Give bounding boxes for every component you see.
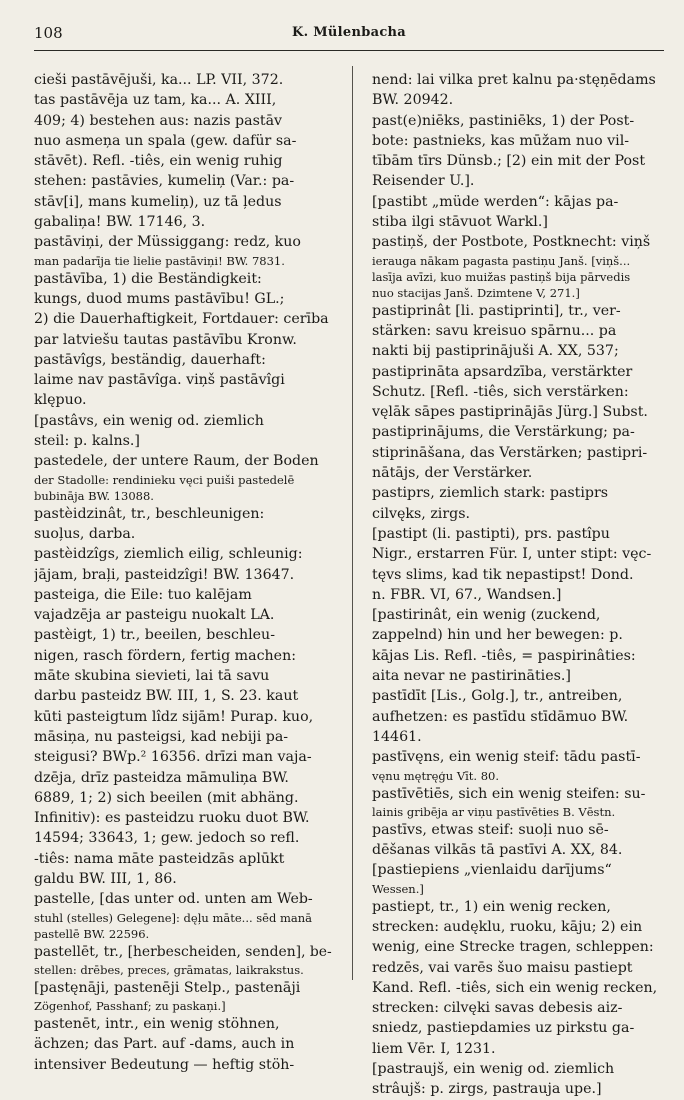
text-line: pastiept, tr., 1) ein wenig recken,	[372, 898, 611, 915]
text-line: tęvs slims, kad tik nepastipst! Dond.	[372, 566, 634, 583]
column-divider	[352, 66, 353, 980]
text-line: bote: pastnieks, kas mūžam nuo vil-	[372, 132, 630, 149]
text-line: nakti bij pastiprinājuši A. XX, 537;	[372, 343, 619, 360]
text-line: pastellēt, tr., [herbescheiden, senden], be-	[34, 943, 332, 960]
text-line: vajadzēja ar pasteigu nuokalt LA.	[34, 607, 275, 624]
text-line: steil: p. kalns.]	[34, 433, 140, 450]
text-line: stiprināšana, das Verstärken; pastipri-	[372, 444, 648, 461]
text-line: n. FBR. VI, 67., Wandsen.]	[372, 586, 562, 603]
text-line: pastenēt, intr., ein wenig stöhnen,	[34, 1016, 280, 1033]
text-line: pastèidzinât, tr., beschleunigen:	[34, 505, 265, 522]
text-line: intensiver Bedeutung — heftig stöh-	[34, 1056, 295, 1073]
text-line: liem Vēr. I, 1231.	[372, 1040, 496, 1057]
text-line: lainis gribēja ar viņu pastīvēties B. Vēstn.	[372, 804, 616, 819]
text-line: wenig, eine Strecke tragen, schleppen:	[372, 939, 654, 956]
text-line: Wessen.]	[372, 881, 424, 896]
text-line: redzēs, vai varēs šuo maisu pastiept	[372, 959, 633, 976]
text-line: past(e)niēks, pastiniēks, 1) der Post-	[372, 112, 635, 129]
text-line: ierauga nākam pagasta pastiņu Janš. [viņš...	[372, 253, 631, 268]
left-column	[34, 70, 332, 1075]
text-line: pastelle, [das unter od. unten am Web-	[34, 891, 313, 908]
text-line: galdu BW. III, 1, 86.	[34, 870, 177, 887]
text-line: Kand. Refl. -tiês, sich ein wenig recken,	[372, 979, 658, 996]
header-rule	[34, 50, 664, 51]
text-line: Nigr., erstarren Für. I, unter stipt: vęc-	[372, 546, 652, 563]
text-line: pastīdīt [Lis., Golg.], tr., antreiben,	[372, 688, 623, 705]
text-line: 409; 4) bestehen aus: nazis pastāv	[34, 112, 283, 129]
text-line: kūti pasteigtum lîdz sijām! Purap. kuo,	[34, 708, 314, 725]
text-line: der Stadolle: rendinieku vęci puiši pastedelē	[34, 472, 295, 487]
text-line: stāv[i], mans kumeliņ), uz tā ļedus	[34, 193, 282, 210]
text-line: klępuo.	[34, 392, 87, 409]
text-line: gabaliņa! BW. 17146, 3.	[34, 214, 206, 231]
text-line: Zögenhof, Passhanf; zu paskaņi.]	[34, 999, 226, 1014]
text-line: pastedele, der untere Raum, der Boden	[34, 453, 319, 470]
text-line: Reisender U.].	[372, 173, 475, 190]
text-line: sniedz, pastiepdamies uz pirkstu ga-	[372, 1020, 635, 1037]
text-line: pastīvs, etwas steif: suoļi nuo sē-	[372, 821, 609, 838]
text-line: pastīvētiēs, sich ein wenig steifen: su-	[372, 785, 646, 802]
text-line: stellen: drēbes, preces, grāmatas, laikrakstus.	[34, 962, 304, 977]
text-line: cilvęks, zirgs.	[372, 505, 470, 522]
text-line: [pastirinât, ein wenig (zuckend,	[372, 607, 601, 624]
text-line: pastèigt, 1) tr., beeilen, beschleu-	[34, 627, 275, 644]
text-line: aufhetzen: es pastīdu stīdāmuo BW.	[372, 708, 629, 725]
text-line: māte skubina sievieti, lai tā savu	[34, 668, 270, 685]
text-line: Schutz. [Refl. -tiês, sich verstärken:	[372, 383, 629, 400]
text-line: pastiņš, der Postbote, Postknecht: viņš	[372, 234, 651, 251]
text-line: pastèidzîgs, ziemlich eilig, schleunig:	[34, 546, 303, 563]
text-line: vęnu mętręģu Vīt. 80.	[372, 768, 500, 783]
text-line: tībām tīrs Dünsb.; [2) ein mit der Post	[372, 153, 646, 170]
text-line: kungs, duod mums pastāvību! GL.;	[34, 290, 285, 307]
text-line: bubināja BW. 13088.	[34, 488, 154, 503]
text-line: darbu pasteidz BW. III, 1, S. 23. kaut	[34, 688, 299, 705]
text-line: zappelnd) hin und her bewegen: p.	[372, 627, 623, 644]
text-line: Infinitiv): es pasteidzu ruoku duot BW.	[34, 810, 310, 827]
text-line: [pastiepiens „vienlaidu darījums“	[372, 862, 612, 879]
text-line: [pastęnāji, pastenēji Stelp., pastenāji	[34, 979, 301, 996]
text-line: stuhl (stelles) Gelegene]: dęļu māte... sēd manā	[34, 910, 313, 925]
text-line: jājam, braļi, pasteidzîgi! BW. 13647.	[34, 566, 295, 583]
text-line: strâujš: p. zirgs, pastrauja upe.]	[372, 1081, 602, 1098]
page-number: 108	[34, 24, 63, 42]
text-line: pastiprinājums, die Verstärkung; pa-	[372, 424, 635, 441]
text-line: ächzen; das Part. auf -dams, auch in	[34, 1036, 295, 1053]
text-line: stiba ilgi stāvuot Warkl.]	[372, 214, 548, 231]
text-line: nātājs, der Verstärker.	[372, 465, 533, 482]
text-line: strecken: audęklu, ruoku, kāju; 2) ein	[372, 918, 643, 935]
text-line: stehen: pastāvies, kumeliņ (Var.: pa-	[34, 173, 295, 190]
text-line: pastellē BW. 22596.	[34, 926, 150, 941]
text-line: kājas Lis. Refl. -tiês, = paspirinâties:	[372, 647, 636, 664]
text-line: 14594; 33643, 1; gew. jedoch so refl.	[34, 830, 300, 847]
text-line: man padarīja tie lielie pastāviņi! BW. 7831.	[34, 253, 285, 268]
text-line: 2) die Dauerhaftigkeit, Fortdauer: cerība	[34, 311, 329, 328]
text-line: pastīvęns, ein wenig steif: tādu pastī-	[372, 749, 641, 766]
right-column	[372, 70, 666, 1100]
text-line: steigusi? BWp.² 16356. drīzi man vaja-	[34, 749, 312, 766]
page-header	[34, 24, 664, 48]
text-line: māsiņa, nu pasteigsi, kad nebiji pa-	[34, 728, 289, 745]
text-line: vęlāk sāpes pastiprinājās Jürg.] Subst.	[372, 404, 648, 421]
text-line: dēšanas vilkās tā pastīvi A. XX, 84.	[372, 842, 623, 859]
text-line: nuo asmeņa un spala (gew. dafür sa-	[34, 132, 297, 149]
text-line: stärken: savu kreisuo spārnu... pa	[372, 322, 617, 339]
running-head: K. Mülenbacha	[291, 25, 407, 40]
text-line: pastāvîgs, beständig, dauerhaft:	[34, 351, 266, 368]
text-line: tas pastāvēja uz tam, ka... A. XIII,	[34, 92, 277, 109]
text-line: pastāviņi, der Müssiggang: redz, kuo	[34, 234, 301, 251]
text-line: cieši pastāvējuši, ka... LP. VII, 372.	[34, 72, 284, 88]
text-line: 6889, 1; 2) sich beeilen (mit abhäng.	[34, 789, 299, 806]
text-line: [pastâvs, ein wenig od. ziemlich	[34, 412, 264, 429]
text-line: [pastraujš, ein wenig od. ziemlich	[372, 1061, 615, 1078]
text-line: dzēja, drīz pasteidza māmuliņa BW.	[34, 769, 289, 786]
text-line: BW. 20942.	[372, 92, 454, 109]
text-line: [pastibt „müde werden“: kājas pa-	[372, 193, 619, 210]
text-line: nigen, rasch fördern, fertig machen:	[34, 647, 296, 664]
text-line: pasteiga, die Eile: tuo kalējam	[34, 586, 252, 603]
text-line: aita nevar ne pastirināties.]	[372, 668, 571, 685]
text-line: -tiês: nama māte pasteidzās aplūkt	[34, 850, 285, 867]
text-line: strecken: cilvęki savas debesis aiz-	[372, 1000, 623, 1017]
text-line: nuo stacijas Janš. Dzimtene V, 271.]	[372, 285, 580, 300]
text-line: [pastipt (li. pastipti), prs. pastîpu	[372, 525, 610, 542]
text-line: pastiprināta apsardzība, verstärkter	[372, 363, 633, 380]
text-line: pastiprinât [li. pastiprinti], tr., ver-	[372, 302, 621, 319]
text-line: 14461.	[372, 728, 422, 745]
text-line: pastāvība, 1) die Beständigkeit:	[34, 270, 262, 287]
text-line: nend: lai vilka pret kalnu pa·stęņēdams	[372, 72, 656, 88]
text-line: lasīja avīzi, kuo muižas pastiņš bija pārvedis	[372, 269, 631, 284]
text-line: par latviešu tautas pastāvību Kronw.	[34, 331, 297, 348]
text-line: stāvēt). Refl. -tiês, ein wenig ruhig	[34, 153, 283, 170]
text-line: suoļus, darba.	[34, 525, 136, 542]
text-line: laime nav pastāvîga. viņš pastāvîgi	[34, 372, 285, 389]
text-line: pastiprs, ziemlich stark: pastiprs	[372, 485, 609, 502]
